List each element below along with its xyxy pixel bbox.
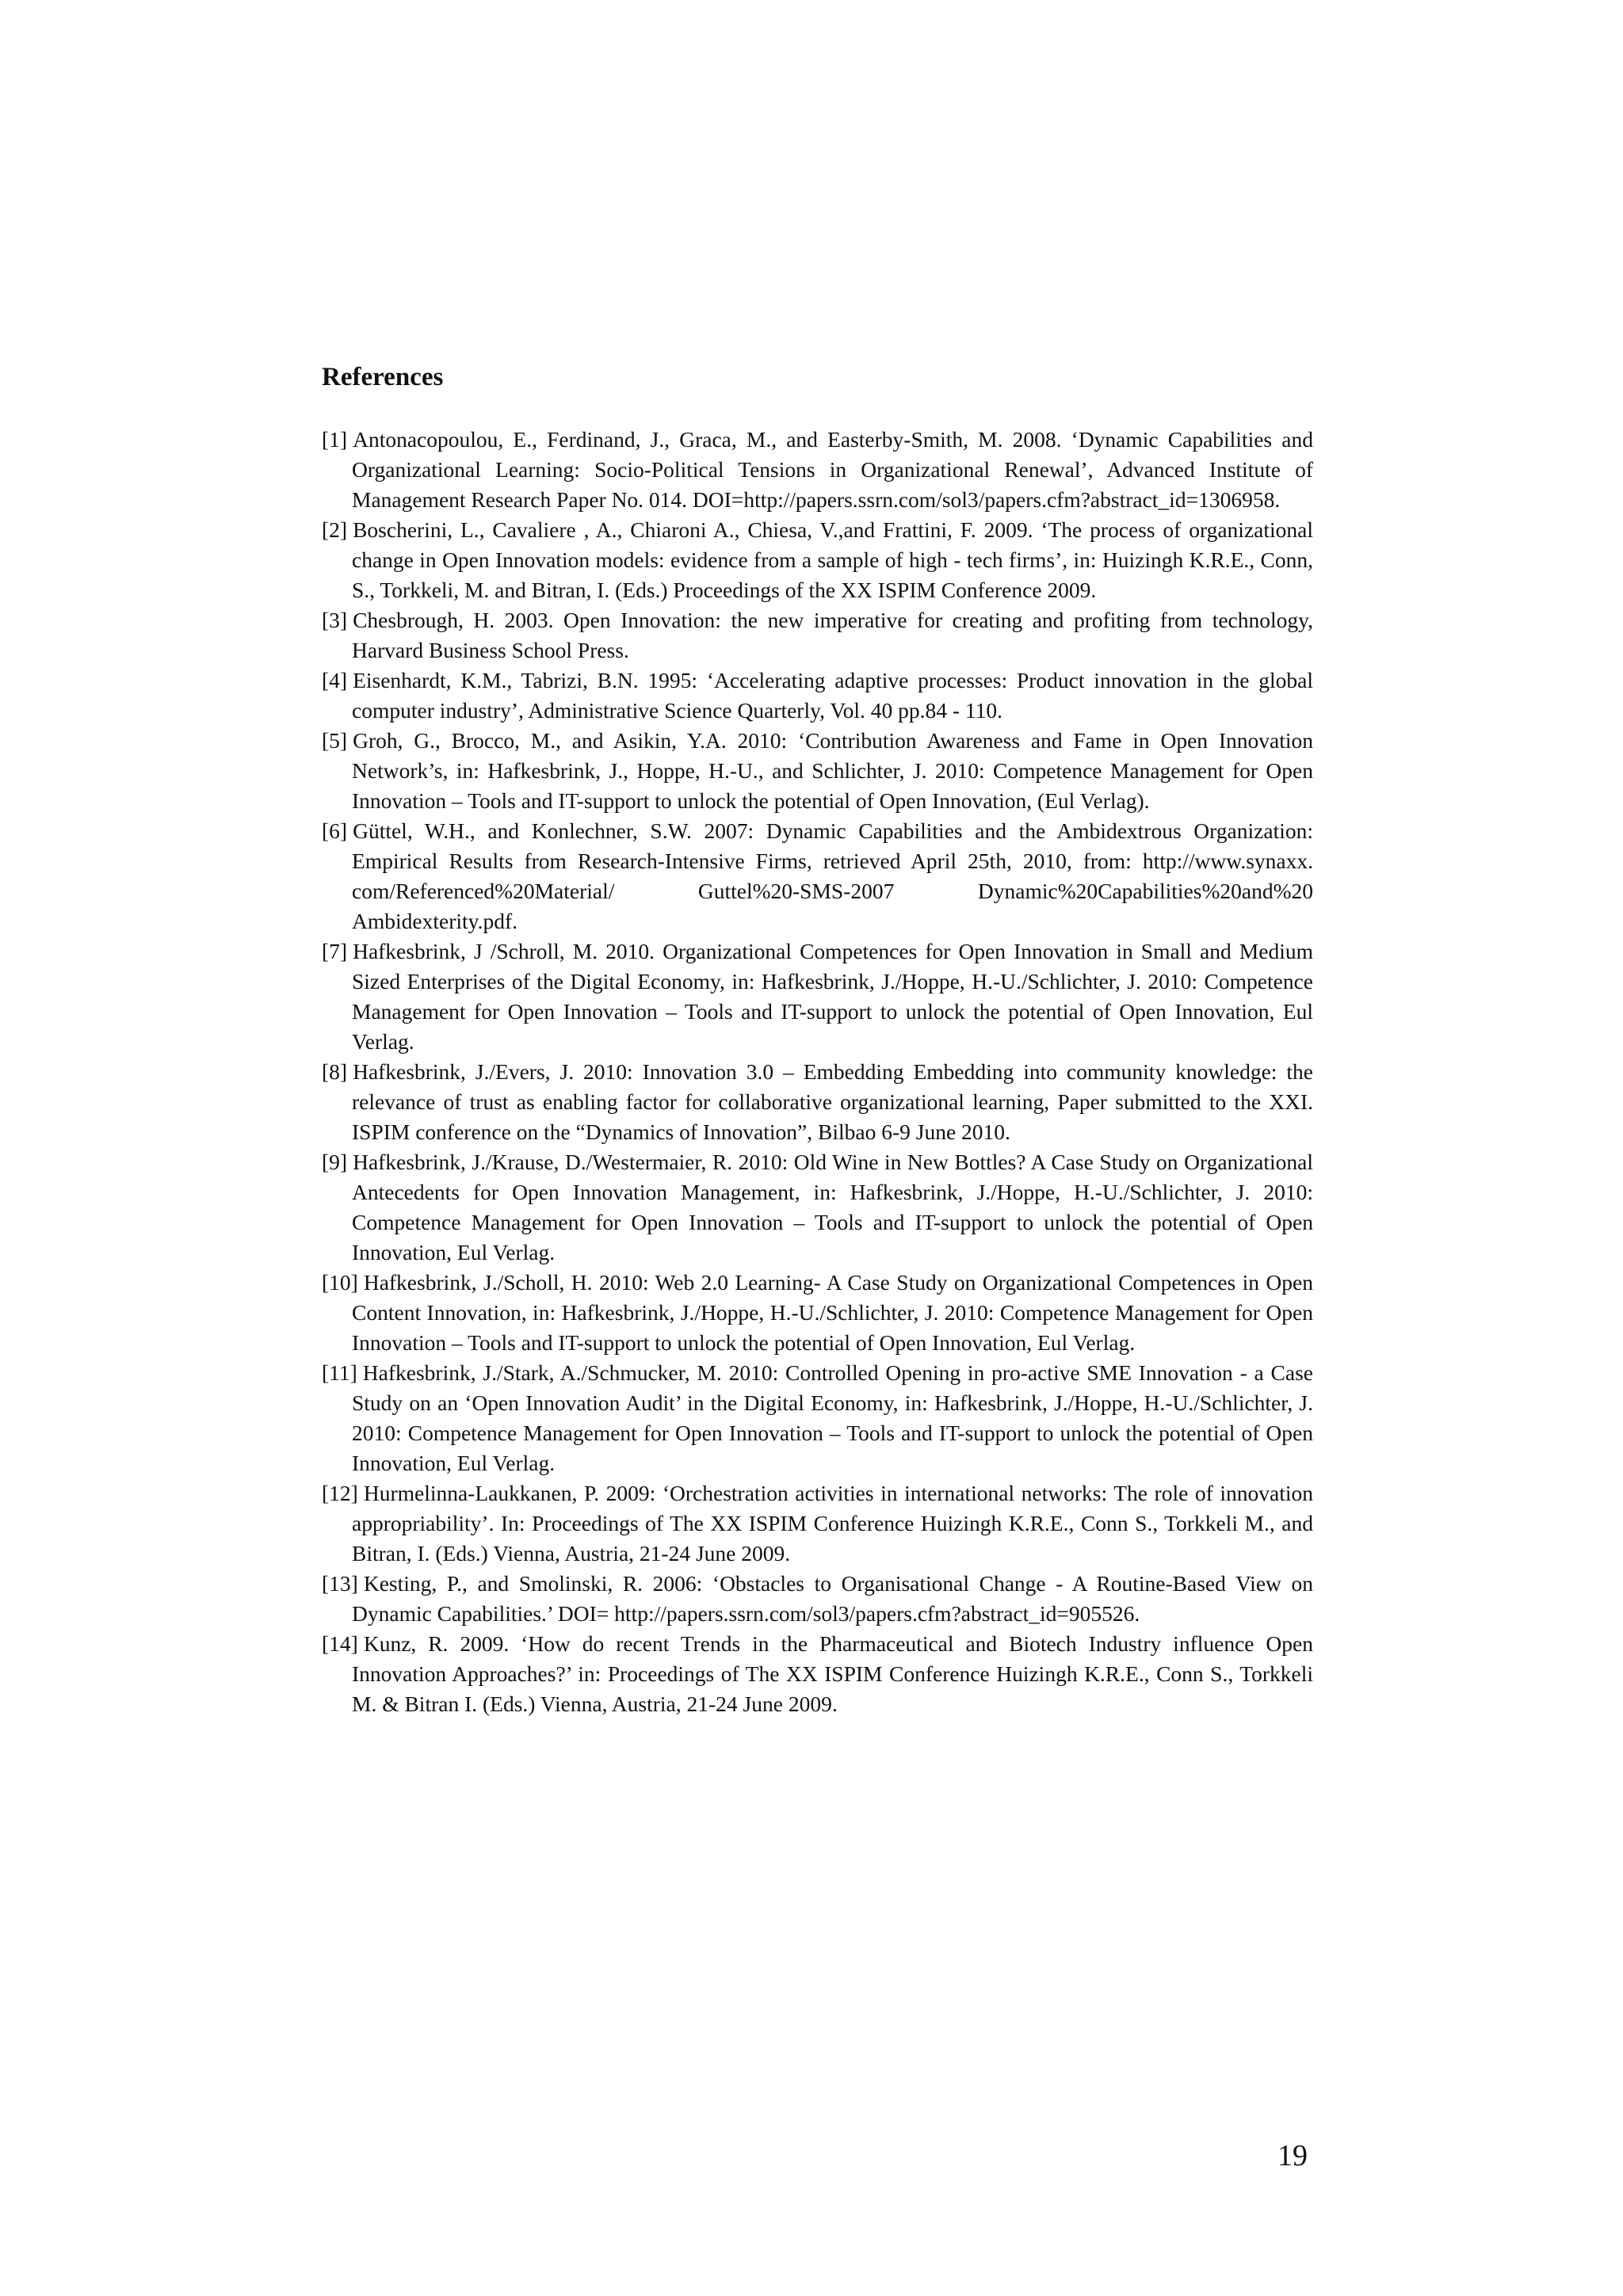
reference-text: Boscherini, L., Cavaliere , A., Chiaroni A., Chiesa, V.,and Frattini, F. 2009. ‘The process of organizational change in Open Innovation models: evidence from a sample of high - tech firms’, in: Huizingh K.R.E., Conn, S., Torkkeli, M. and Bitran, I. (Eds.) Proceedings of the XX ISPIM Conference 2009. [352, 517, 1313, 602]
reference-number: [13] [322, 1571, 358, 1596]
reference-text: Groh, G., Brocco, M., and Asikin, Y.A. 2010: ‘Contribution Awareness and Fame in Open Innovation Network’s, in: Hafkesbrink, J., Hoppe, H.-U., and Schlichter, J. 2010: Competence Management for Open Innovation – Tools and IT-support to unlock the potential of Open Innovation, (Eul Verlag). [352, 728, 1313, 813]
reference-item [322, 1358, 1313, 1478]
reference-number: [1] [322, 427, 348, 452]
reference-number: [2] [322, 517, 348, 542]
reference-item [322, 1057, 1313, 1147]
reference-text: Chesbrough, H. 2003. Open Innovation: the new imperative for creating and profiting from technology, Harvard Business School Press. [352, 608, 1313, 662]
reference-number: [4] [322, 668, 348, 692]
reference-item [322, 1629, 1313, 1719]
reference-number: [7] [322, 939, 348, 963]
reference-text: Kesting, P., and Smolinski, R. 2006: ‘Obstacles to Organisational Change - A Routine-Based View on Dynamic Capabilities.’ DOI= http://papers.ssrn.com/sol3/papers.cfm?abstract_id=905526. [352, 1571, 1313, 1626]
reference-item [322, 1569, 1313, 1629]
reference-number: [3] [322, 608, 348, 632]
reference-text: Hafkesbrink, J /Schroll, M. 2010. Organizational Competences for Open Innovation in Small and Medium Sized Enterprises of the Digital Economy, in: Hafkesbrink, J./Hoppe, H.-U./Schlichter, J. 2010: Competence Management for Open Innovation – Tools and IT-support to unlock the potential of Open Innovation, Eul Verlag. [352, 939, 1313, 1054]
reference-number: [6] [322, 818, 348, 843]
reference-number: [5] [322, 728, 348, 753]
reference-text: Hafkesbrink, J./Krause, D./Westermaier, R. 2010: Old Wine in New Bottles? A Case Study on Organizational Antecedents for Open Innovation Management, in: Hafkesbrink, J./Hoppe, H.-U./Schlichter, J. 2010: Competence Management for Open Innovation – Tools and IT-support to unlock the potential of Open Innovation, Eul Verlag. [352, 1150, 1313, 1264]
reference-item [322, 816, 1313, 936]
reference-text: Kunz, R. 2009. ‘How do recent Trends in the Pharmaceutical and Biotech Industry influence Open Innovation Approaches?’ in: Proceedings of The XX ISPIM Conference Huizingh K.R.E., Conn S., Torkkeli M. & Bitran I. (Eds.) Vienna, Austria, 21-24 June 2009. [352, 1631, 1313, 1716]
reference-number: [14] [322, 1631, 358, 1656]
page-number: 19 [1277, 2139, 1308, 2172]
references-heading: References [322, 363, 444, 391]
reference-text: Hurmelinna-Laukkanen, P. 2009: ‘Orchestration activities in international networks: The role of innovation appropriability’. In: Proceedings of The XX ISPIM Conference Huizingh K.R.E., Conn S., Torkkeli M., and Bitran, I. (Eds.) Vienna, Austria, 21-24 June 2009. [352, 1481, 1313, 1566]
reference-item [322, 425, 1313, 515]
reference-number: [11] [322, 1360, 357, 1385]
reference-item [322, 1478, 1313, 1569]
reference-item [322, 726, 1313, 816]
reference-item [322, 515, 1313, 605]
reference-text: Güttel, W.H., and Konlechner, S.W. 2007: Dynamic Capabilities and the Ambidextrous Organization: Empirical Results from Research-Intensive Firms, retrieved April 25th, 2010, from: http://www.synaxx. com/Referenced%20Material/ Guttel%20-SMS-2007 Dynamic%20Capabilities%20and%20 Ambidexterity.pdf. [352, 818, 1313, 933]
reference-item [322, 605, 1313, 666]
reference-text: Hafkesbrink, J./Stark, A./Schmucker, M. 2010: Controlled Opening in pro-active SME Innovation - a Case Study on an ‘Open Innovation Audit’ in the Digital Economy, in: Hafkesbrink, J./Hoppe, H.-U./Schlichter, J. 2010: Competence Management for Open Innovation – Tools and IT-support to unlock the potential of Open Innovation, Eul Verlag. [352, 1360, 1313, 1475]
reference-text: Hafkesbrink, J./Scholl, H. 2010: Web 2.0 Learning- A Case Study on Organizational Competences in Open Content Innovation, in: Hafkesbrink, J./Hoppe, H.-U./Schlichter, J. 2010: Competence Management for Open Innovation – Tools and IT-support to unlock the potential of Open Innovation, Eul Verlag. [352, 1270, 1313, 1355]
reference-number: [9] [322, 1150, 348, 1174]
reference-list [322, 425, 1313, 1719]
reference-number: [12] [322, 1481, 358, 1505]
reference-number: [10] [322, 1270, 358, 1295]
reference-number: [8] [322, 1059, 348, 1084]
reference-item [322, 1268, 1313, 1358]
reference-text: Eisenhardt, K.M., Tabrizi, B.N. 1995: ‘Accelerating adaptive processes: Product innovation in the global computer industry’, Administrative Science Quarterly, Vol. 40 pp.84 - 110. [352, 668, 1313, 723]
reference-item [322, 666, 1313, 726]
reference-item [322, 1147, 1313, 1268]
reference-item [322, 936, 1313, 1057]
reference-text: Antonacopoulou, E., Ferdinand, J., Graca, M., and Easterby-Smith, M. 2008. ‘Dynamic Capabilities and Organizational Learning: Socio-Political Tensions in Organizational Renewal’, Advanced Institute of Management Research Paper No. 014. DOI=http://papers.ssrn.com/sol3/papers.cfm?abstract_id=1306958. [352, 427, 1313, 512]
reference-text: Hafkesbrink, J./Evers, J. 2010: Innovation 3.0 – Embedding Embedding into community knowledge: the relevance of trust as enabling factor for collaborative organizational learning, Paper submitted to the XXI. ISPIM conference on the “Dynamics of Innovation”, Bilbao 6-9 June 2010. [352, 1059, 1313, 1144]
